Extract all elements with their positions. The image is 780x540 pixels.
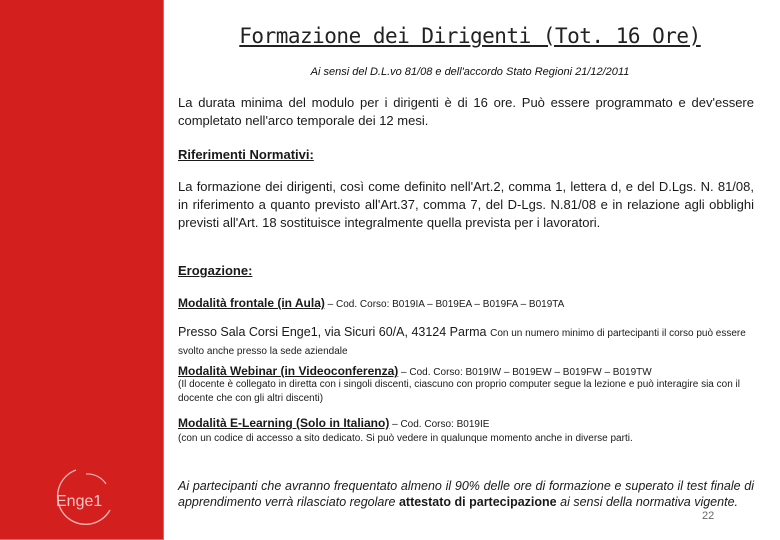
page-number: 22 — [702, 510, 715, 522]
closing-text-after: ai sensi della normativa vigente. — [556, 495, 738, 509]
webinar-title: Modalità Webinar (in Videoconferenza) — [178, 364, 399, 378]
elearning-line — [178, 414, 754, 434]
webinar-note: (Il docente è collegato in diretta con i singoli discenti, ciascuno con proprio computer segue la lezione e può interagire sia con il docente che con gli altri discenti) — [178, 379, 740, 404]
elearning-codes: – Cod. Corso: B019IE — [389, 419, 490, 430]
intro-paragraph: La durata minima del modulo per i dirigenti è di 16 ore. Può essere programmato e dev'essere completato nell'arco temporale dei 12 mesi. — [178, 95, 754, 128]
closing-text-before: Ai partecipanti che avranno frequentato almeno il 90% delle ore di formazione e superato il test finale di apprendimento verrà rilasciato regolare — [178, 479, 754, 509]
frontale-line — [178, 294, 754, 314]
frontale-codes: – Cod. Corso: B019IA – B019EA – B019FA – B019TA — [324, 299, 565, 310]
riferimenti-heading: Riferimenti Normativi: — [178, 147, 314, 162]
enge1-logo — [46, 466, 118, 530]
closing-bold: attestato di partecipazione — [398, 495, 557, 509]
sidebar-border — [0, 0, 164, 540]
page-subtitle: Ai sensi del D.L.vo 81/08 e dell'accordo Stato Regioni 21/12/2011 — [310, 66, 630, 78]
frontale-details — [178, 324, 754, 360]
frontale-note: Con un numero minimo di partecipanti il corso può essere svolto anche presso la sede aziendale — [178, 328, 746, 357]
erogazione-heading: Erogazione: — [178, 263, 253, 278]
page-title: Formazione dei Dirigenti (Tot. 16 Ore) — [239, 24, 701, 48]
logo-text: Enge1 — [56, 493, 103, 510]
closing-paragraph — [178, 478, 754, 510]
elearning-title: Modalità E-Learning (Solo in Italiano) — [178, 416, 390, 430]
frontale-location: Presso Sala Corsi Enge1, via Sicuri 60/A, 43124 Parma — [178, 325, 487, 339]
webinar-codes: – Cod. Corso: B019IW – B019EW – B019FW – B019TW — [398, 367, 652, 378]
elearning-note: (con un codice di accesso a sito dedicato. Si può vedere in qualunque momento anche in diverse parti. — [178, 433, 633, 444]
riferimenti-text: La formazione dei dirigenti, così come definito nell'Art.2, comma 1, lettera d, e del D.Lgs. N. 81/08, in riferimento a quanto previsto all'Art.37, comma 7, del D-Lgs. N.81/08 e in relazione agli obblighi previsti all'Art. 18 sostituisce integralmente quella prevista per i lavoratori. — [178, 179, 754, 230]
frontale-title: Modalità frontale (in Aula) — [178, 296, 325, 310]
